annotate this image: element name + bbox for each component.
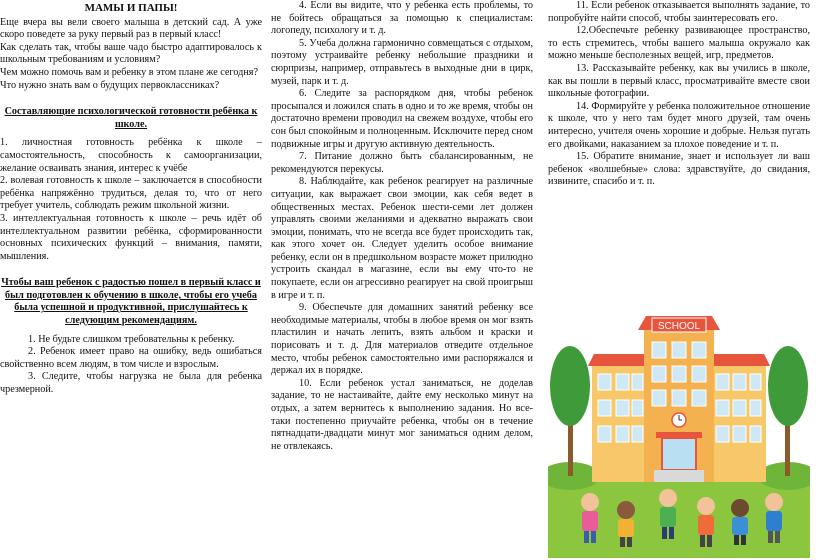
recommendation-item: 15. Обратите внимание, знает и использует ли ваш ребенок «волшебные» слова: здравствуйте, до свидания, извините, спасибо и т. п.: [548, 151, 810, 188]
recommendation-item: 3. Следите, чтобы нагрузка не была для ребенка чрезмерной.: [0, 371, 262, 396]
readiness-item: 1. личностная готовность ребёнка к школе – самостоятельность, способность к самоорганизации, желание осваивать знания, интерес к учёбе: [0, 137, 262, 174]
recommendation-item: 2. Ребенок имеет право на ошибку, ведь ошибаться свойственно всем людям, в том числе и взрослым.: [0, 346, 262, 370]
recommendation-item: 4. Если вы видите, что у ребенка есть проблемы, то не бойтесь обращаться за помощью к специалистам: логопеду, психологу и т. д.: [271, 0, 533, 37]
tree-crown: [550, 346, 590, 426]
left-wing-roof: [588, 354, 652, 366]
section-heading-readiness: Составляющие психологической готовности ребёнка к школе.: [4, 106, 258, 130]
recommendation-item: 11. Если ребенок отказывается выполнять задание, то попробуйте найти способ, чтобы заинтересовать его.: [548, 0, 810, 24]
column-middle: [271, 0, 533, 453]
recommendation-item: 13. Рассказывайте ребенку, как вы учились в школе, как вы пошли в первый класс, просматривайте вместе свои школьные фотографии.: [548, 62, 810, 100]
intro-paragraph: Чем можно помочь вам и ребенку в этом плане же сегодня?: [0, 66, 258, 78]
recommendation-item: 1. Не будьте слишком требовательны к ребенку.: [28, 333, 235, 345]
intro-paragraph: Еще вчера вы вели своего малыша в детский сад. А уже скоро поведете за руку первый раз в первый класс!: [0, 16, 262, 41]
recommendation-item: 12.Обеспечьте ребенку развивающее пространство, то есть стремитесь, чтобы вашего малыша окружало как можно меньше бесполезных вещей, игр, предметов.: [548, 25, 810, 62]
readiness-item: 2. волевая готовность к школе – заключается в способности ребёнка напряжённо трудиться, делая то, что от него требует учитель, соблюдать режим школьной жизни.: [0, 175, 262, 212]
recommendation-item: 14. Формируйте у ребенка положительное отношение к школе, что у него там будет много друзей, там очень интересно, учителя очень хорошие и добрые. Нельзя пугать его двойками, наказанием за плохое поведение и т. п.: [548, 100, 810, 150]
column-left: [0, 0, 262, 397]
tree-crown: [768, 346, 808, 426]
recommendation-item: 6. Следите за распорядком дня, чтобы ребенок просыпался и ложился спать в одно и то же время, чтобы он достаточно времени проводил на свежем воздухе, чтобы его сон был спокойным и полноценным. Исключите перед сном подвижные игры и другую активную деятельность.: [271, 88, 533, 150]
column-right: [548, 0, 810, 189]
school-illustration: [548, 286, 810, 558]
page-title: МАМЫ И ПАПЫ!: [84, 2, 178, 14]
section-heading-recommendations: Чтобы ваш ребенок с радостью пошел в первый класс и был подготовлен к обучению в школе, чтобы его учеба была успешной и продуктивной, прислушайтесь к следующим рекомендациям.: [1, 277, 261, 327]
recommendation-item: 7. Питание должно быть сбалансированным, не рекомендуются перекусы.: [271, 151, 533, 175]
readiness-item: 3. интеллектуальная готовность к школе – речь идёт об интеллектуальном развитии ребёнка, сформированности основных психических функций – внимания, памяти, мышления.: [0, 212, 262, 262]
recommendation-item: 10. Если ребенок устал заниматься, не доделав задание, то не настаивайте, дайте ему несколько минут на отдых, а затем вернитесь к выполнению задания. Но все-таки постепенно приучайте ребенка, чтобы он в течение пятнадцати-двадцати минут мог заниматься одним делом, не отвлекаясь.: [271, 377, 533, 452]
intro-paragraph: Как сделать так, чтобы ваше чадо быстро адаптировалось к школьным требованиям и условиям?: [0, 41, 262, 66]
school-sign: SCHOOL: [657, 321, 701, 332]
entrance-door: [662, 438, 696, 470]
recommendation-item: 9. Обеспечьте для домашних занятий ребенку все необходимые материалы, чтобы в любое время он мог взять пластилин и начать лепить, взять альбом и краски и порисовать и т. д. Для материалов отведите отдельное место, чтобы ребенок самостоятельно ими распоряжался и держал их в порядке.: [271, 302, 533, 377]
steps: [654, 470, 704, 482]
intro-paragraph: Что нужно знать вам о будущих первоклассниках?: [0, 79, 220, 91]
right-wing-roof: [706, 354, 770, 366]
recommendation-item: 5. Учеба должна гармонично совмещаться с отдыхом, поэтому устраивайте ребенку небольшие праздники и сюрпризы, например, отправьтесь в выходные дни в цирк, музей, парк и т. д.: [271, 37, 533, 87]
recommendation-item: 8. Наблюдайте, как ребенок реагирует на различные ситуации, как выражает свои эмоции, как себя ведет в общественных местах. Ребенок шести-семи лет должен управлять своими желаниями и адекватно выражать свои эмоции, понимать, что не всегда все будет происходить так, как этого хочет он. Следует уделить особое внимание ребенку, если он в предшкольном возрасте может прилюдно устроить скандал в магазине, если вы ему что-то не покупаете, если он агрессивно реагирует на свой проигрыш в игре и т. п.: [271, 176, 533, 301]
